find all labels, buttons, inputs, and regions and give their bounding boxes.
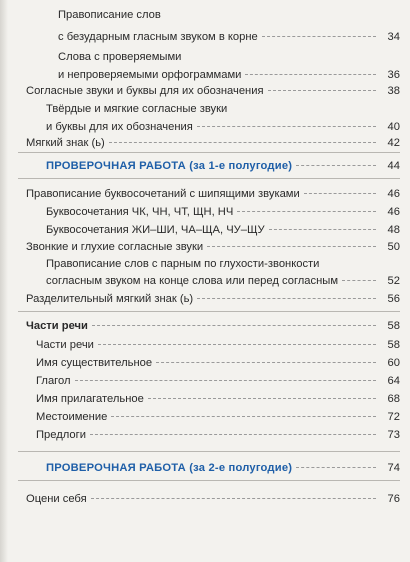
toc-entry-title: Имя существительное	[36, 357, 153, 369]
toc-entry[interactable]	[46, 272, 400, 290]
toc-entry[interactable]	[36, 354, 400, 372]
toc-entry-title: Глагол	[36, 375, 71, 387]
toc-entry-page: 46	[387, 188, 400, 200]
toc-entry-page: 72	[387, 411, 400, 423]
toc-entry-page: 42	[387, 137, 400, 149]
toc-section-entry[interactable]	[46, 157, 400, 175]
toc-entry[interactable]	[26, 82, 400, 100]
toc-entry-title: и буквы для их обозначения	[46, 121, 193, 133]
toc-entry-title: Твёрдые и мягкие согласные звуки	[46, 103, 228, 115]
leader-dots	[268, 89, 376, 91]
divider	[18, 152, 400, 153]
toc-entry-page: 38	[387, 85, 400, 97]
toc-entry-title: Оцени себя	[26, 493, 87, 505]
leader-dots	[156, 361, 376, 363]
leader-dots	[269, 228, 376, 230]
toc-entry-page: 64	[387, 375, 400, 387]
toc-entry[interactable]	[46, 221, 400, 239]
toc-entry-title: Предлоги	[36, 429, 86, 441]
toc-entry-page: 73	[387, 429, 400, 441]
toc-entry-page: 46	[387, 206, 400, 218]
leader-dots	[207, 245, 376, 247]
toc-entry-title: Звонкие и глухие согласные звуки	[26, 241, 204, 253]
leader-dots	[342, 279, 376, 281]
toc-entry-title: и непроверяемыми орфограммами	[58, 69, 242, 81]
divider	[18, 178, 400, 179]
page-edge	[0, 0, 8, 562]
toc-entry-title: Согласные звуки и буквы для их обозначения	[26, 85, 264, 97]
toc-entry-page: 52	[387, 275, 400, 287]
toc-major-entry[interactable]	[26, 317, 400, 335]
leader-dots	[109, 141, 376, 143]
toc-entry-title: согласным звуком на конце слова или перед согласным	[46, 275, 339, 287]
toc-entry[interactable]	[36, 390, 400, 408]
toc-entry-page: 76	[387, 493, 400, 505]
leader-dots	[262, 35, 376, 37]
toc-entry-title: Слова с проверяемыми	[58, 51, 182, 63]
toc-entry-page: 60	[387, 357, 400, 369]
toc-entry-page: 44	[387, 160, 400, 172]
toc-entry[interactable]	[58, 6, 400, 24]
toc-entry[interactable]	[58, 28, 400, 46]
divider	[18, 311, 400, 312]
leader-dots	[231, 108, 376, 109]
toc-entry-page: 40	[387, 121, 400, 133]
leader-dots	[296, 466, 376, 468]
leader-dots	[111, 415, 376, 417]
toc-entry[interactable]	[26, 134, 400, 152]
leader-dots	[197, 297, 376, 299]
toc-entry-page: 34	[387, 31, 400, 43]
leader-dots	[185, 56, 376, 57]
leader-dots	[197, 125, 376, 127]
toc-entry-title: Мягкий знак (ь)	[26, 137, 105, 149]
toc-entry[interactable]	[36, 408, 400, 426]
toc-entry[interactable]	[36, 372, 400, 390]
toc-entry[interactable]	[46, 203, 400, 221]
toc-entry-page: 36	[387, 69, 400, 81]
toc-entry-title: Правописание слов с парным по глухости-звонкости	[46, 258, 320, 270]
toc-entry-title: Правописание слов	[58, 9, 161, 21]
toc-entry[interactable]	[36, 336, 400, 354]
major-section-title: Части речи	[26, 320, 88, 332]
leader-dots	[296, 164, 376, 166]
toc-section-entry[interactable]	[46, 459, 400, 477]
leader-dots	[98, 343, 376, 345]
toc-entry-title: Буквосочетания ЧК, ЧН, ЧТ, ЩН, НЧ	[46, 206, 234, 218]
toc-entry-page: 68	[387, 393, 400, 405]
divider	[18, 451, 400, 452]
leader-dots	[323, 263, 376, 264]
leader-dots	[165, 14, 376, 15]
toc-entry-page: 58	[387, 339, 400, 351]
leader-dots	[245, 73, 376, 75]
toc-entry-title: с безударным гласным звуком в корне	[58, 31, 258, 43]
toc-entry-title: Разделительный мягкий знак (ь)	[26, 293, 194, 305]
toc-entry-title: Имя прилагательное	[36, 393, 144, 405]
divider	[18, 480, 400, 481]
toc-entry-page: 48	[387, 224, 400, 236]
toc-entry[interactable]	[58, 48, 400, 66]
leader-dots	[237, 210, 376, 212]
leader-dots	[75, 379, 376, 381]
toc-entry[interactable]	[26, 185, 400, 203]
leader-dots	[148, 397, 376, 399]
leader-dots	[304, 192, 376, 194]
section-title: ПРОВЕРОЧНАЯ РАБОТА (за 2-е полугодие)	[46, 462, 293, 474]
toc-entry-title: Буквосочетания ЖИ–ШИ, ЧА–ЩА, ЧУ–ЩУ	[46, 224, 265, 236]
toc-entry-title: Правописание буквосочетаний с шипящими звуками	[26, 188, 300, 200]
toc-entry-page: 56	[387, 293, 400, 305]
toc-entry-page: 74	[387, 462, 400, 474]
toc-entry-title: Части речи	[36, 339, 94, 351]
toc-entry[interactable]	[46, 255, 400, 273]
toc-entry[interactable]	[36, 426, 400, 444]
toc-entry-page: 50	[387, 241, 400, 253]
toc-entry-title: Местоимение	[36, 411, 108, 423]
toc-entry[interactable]	[46, 100, 400, 118]
leader-dots	[92, 324, 376, 326]
toc-entry[interactable]	[26, 490, 400, 508]
leader-dots	[90, 433, 376, 435]
leader-dots	[91, 497, 376, 499]
toc-entry-page: 58	[387, 320, 400, 332]
section-title: ПРОВЕРОЧНАЯ РАБОТА (за 1-е полугодие)	[46, 160, 293, 172]
toc-entry[interactable]	[26, 290, 400, 308]
toc-entry[interactable]	[26, 238, 400, 256]
